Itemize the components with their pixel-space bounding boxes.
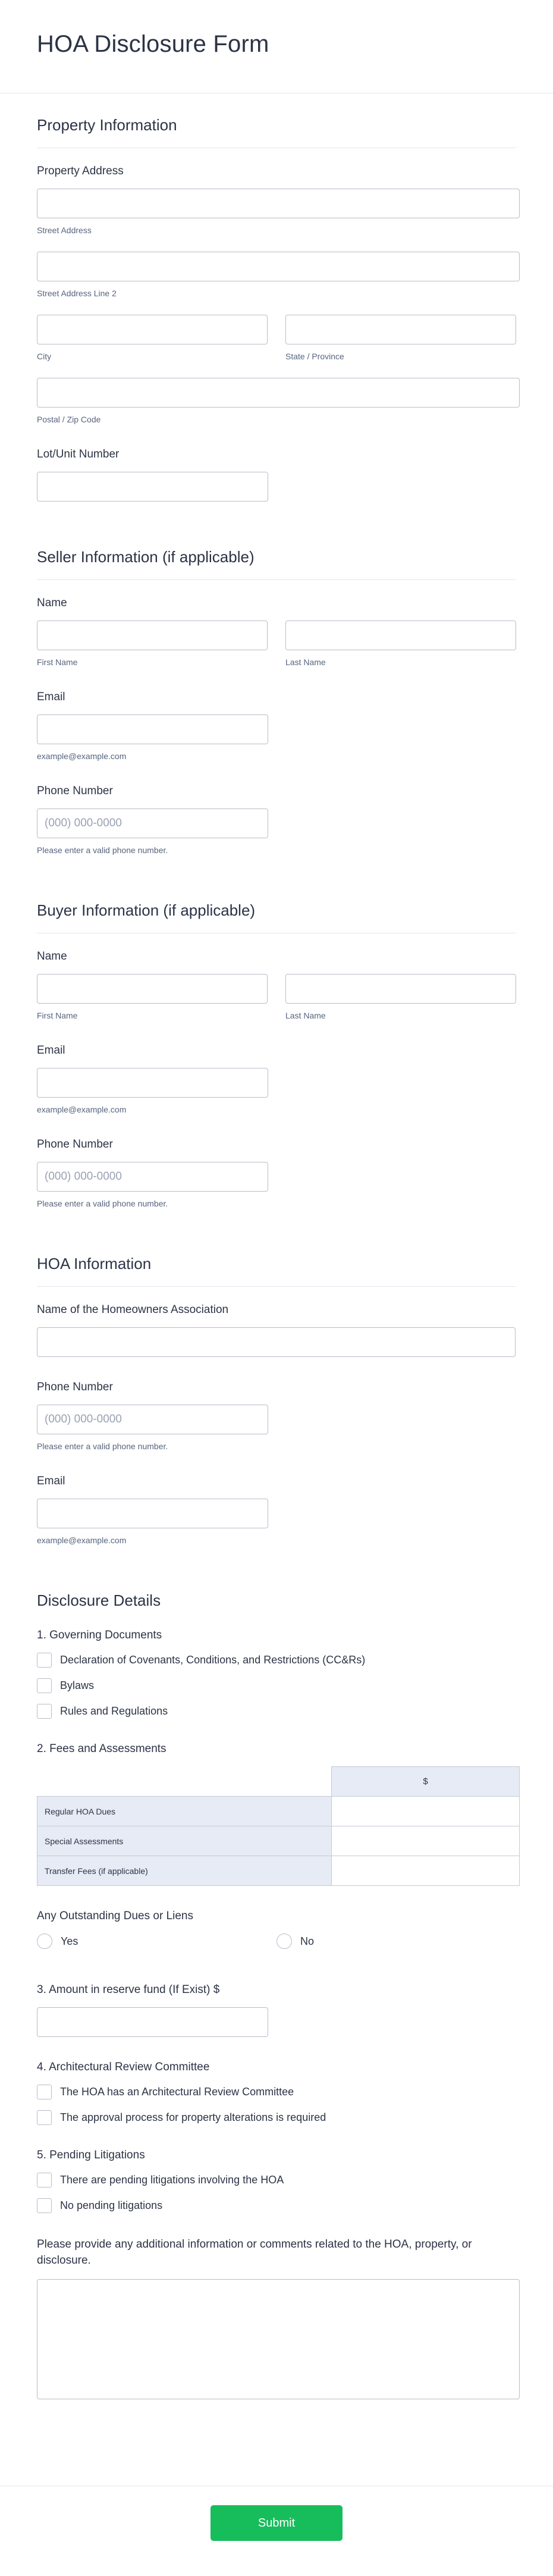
- table-cell-input[interactable]: [332, 1826, 520, 1856]
- lot-unit-label: Lot/Unit Number: [37, 448, 120, 460]
- governing-documents-label: 1. Governing Documents: [37, 1629, 162, 1641]
- checkbox-label: No pending litigations: [60, 2199, 163, 2211]
- table-row: [37, 1797, 520, 1826]
- table-row: [37, 1856, 520, 1886]
- seller-name-label: Name: [37, 597, 67, 609]
- checkbox-box[interactable]: [37, 2173, 52, 2188]
- seller-last-name-input[interactable]: [285, 621, 516, 650]
- seller-name-field: [37, 597, 516, 667]
- checkbox-box[interactable]: [37, 1653, 52, 1668]
- buyer-phone-sublabel: Please enter a valid phone number.: [37, 1199, 168, 1208]
- table-cell-input[interactable]: [332, 1797, 520, 1826]
- buyer-name-label: Name: [37, 950, 67, 963]
- checkbox-arc-exists[interactable]: [37, 2085, 516, 2099]
- buyer-phone-input[interactable]: [37, 1162, 268, 1192]
- seller-email-field: [37, 691, 516, 761]
- reserve-fund-label: 3. Amount in reserve fund (If Exist) $: [37, 1983, 220, 1996]
- lot-unit-field: [37, 448, 516, 502]
- pending-litigations-field: [37, 2149, 516, 2213]
- table-cell-input[interactable]: [332, 1856, 520, 1886]
- checkbox-label: Bylaws: [60, 1679, 95, 1691]
- buyer-first-name-sublabel: First Name: [37, 1011, 78, 1020]
- seller-phone-sublabel: Please enter a valid phone number.: [37, 845, 168, 855]
- property-address-field: [37, 165, 516, 424]
- governing-documents-field: [37, 1629, 516, 1719]
- buyer-name-field: [37, 950, 516, 1020]
- hoa-email-label: Email: [37, 1475, 65, 1487]
- section-title-property: Property Information: [37, 93, 516, 148]
- fees-assessments-field: [37, 1743, 516, 1886]
- reserve-fund-input[interactable]: [37, 2007, 268, 2037]
- seller-email-input[interactable]: [37, 714, 268, 744]
- seller-email-sublabel: example@example.com: [37, 751, 127, 761]
- hoa-phone-label: Phone Number: [37, 1381, 113, 1393]
- fees-table: [37, 1766, 520, 1886]
- seller-phone-label: Phone Number: [37, 785, 113, 797]
- radio-circle[interactable]: [37, 1933, 52, 1949]
- section-title-disclosure: Disclosure Details: [37, 1591, 161, 1609]
- property-address-label: Property Address: [37, 165, 124, 177]
- radio-yes[interactable]: [37, 1933, 276, 1949]
- radio-label: No: [300, 1935, 315, 1947]
- hoa-email-input[interactable]: [37, 1499, 268, 1528]
- reserve-fund-field: [37, 1983, 516, 2037]
- fees-assessments-label: 2. Fees and Assessments: [37, 1743, 166, 1755]
- checkbox-litigations-pending[interactable]: [37, 2173, 516, 2188]
- table-row-label: Special Assessments: [37, 1826, 332, 1856]
- form-footer: [0, 2486, 553, 2576]
- checkbox-label: Declaration of Covenants, Conditions, and Restrictions (CC&Rs): [60, 1654, 366, 1666]
- buyer-email-field: [37, 1044, 516, 1114]
- zip-code-sublabel: Postal / Zip Code: [37, 415, 101, 424]
- pending-litigations-label: 5. Pending Litigations: [37, 2149, 145, 2161]
- hoa-email-field: [37, 1475, 516, 1545]
- submit-button[interactable]: Submit: [210, 2505, 343, 2541]
- buyer-first-name-input[interactable]: [37, 974, 268, 1004]
- outstanding-dues-label: Any Outstanding Dues or Liens: [37, 1910, 193, 1922]
- street-address-sublabel: Street Address: [37, 225, 92, 235]
- hoa-name-input[interactable]: [37, 1327, 516, 1357]
- seller-phone-field: [37, 785, 516, 855]
- table-header-empty: [37, 1767, 332, 1797]
- outstanding-dues-field: [37, 1910, 516, 1960]
- state-sublabel: State / Province: [285, 352, 344, 361]
- seller-email-label: Email: [37, 691, 65, 703]
- buyer-email-input[interactable]: [37, 1068, 268, 1098]
- table-row-label: Regular HOA Dues: [37, 1797, 332, 1826]
- form-header: [0, 0, 553, 93]
- checkbox-label: The approval process for property alterations is required: [60, 2111, 326, 2123]
- radio-no[interactable]: [276, 1933, 516, 1949]
- architectural-review-field: [37, 2061, 516, 2125]
- hoa-email-sublabel: example@example.com: [37, 1535, 127, 1545]
- street-address-line2-input[interactable]: [37, 252, 520, 281]
- buyer-email-label: Email: [37, 1044, 65, 1057]
- checkbox-approval-required[interactable]: [37, 2110, 516, 2125]
- city-input[interactable]: [37, 315, 268, 344]
- seller-first-name-sublabel: First Name: [37, 657, 78, 667]
- state-input[interactable]: [285, 315, 516, 344]
- city-sublabel: City: [37, 352, 52, 361]
- seller-first-name-input[interactable]: [37, 621, 268, 650]
- table-row-label: Transfer Fees (if applicable): [37, 1856, 332, 1886]
- checkbox-ccrs[interactable]: [37, 1653, 516, 1668]
- buyer-email-sublabel: example@example.com: [37, 1105, 127, 1114]
- checkbox-box[interactable]: [37, 1704, 52, 1719]
- checkbox-no-litigations[interactable]: [37, 2198, 516, 2213]
- radio-label: Yes: [61, 1935, 78, 1947]
- section-title-seller: Seller Information (if applicable): [37, 525, 516, 580]
- zip-code-input[interactable]: [37, 378, 520, 408]
- seller-phone-input[interactable]: [37, 808, 268, 838]
- hoa-phone-input[interactable]: [37, 1405, 268, 1434]
- table-header-row: [37, 1767, 520, 1797]
- hoa-phone-sublabel: Please enter a valid phone number.: [37, 1441, 168, 1451]
- checkbox-label: There are pending litigations involving the HOA: [60, 2174, 284, 2186]
- comments-field: [37, 2237, 516, 2399]
- hoa-name-label: Name of the Homeowners Association: [37, 1303, 229, 1316]
- checkbox-rules[interactable]: [37, 1704, 516, 1719]
- checkbox-box[interactable]: [37, 1678, 52, 1693]
- buyer-phone-label: Phone Number: [37, 1138, 113, 1151]
- comments-textarea[interactable]: [37, 2279, 520, 2399]
- checkbox-box[interactable]: [37, 2110, 52, 2125]
- table-row: [37, 1826, 520, 1856]
- section-title-buyer: Buyer Information (if applicable): [37, 879, 516, 933]
- lot-unit-input[interactable]: [37, 472, 268, 502]
- section-title-hoa: HOA Information: [37, 1232, 516, 1287]
- comments-label: Please provide any additional information or comments related to the HOA, property, or disclosure.: [37, 2238, 472, 2267]
- street-address-line2-sublabel: Street Address Line 2: [37, 289, 117, 298]
- radio-circle[interactable]: [276, 1933, 292, 1949]
- architectural-review-label: 4. Architectural Review Committee: [37, 2061, 210, 2073]
- hoa-name-field: [37, 1303, 516, 1357]
- hoa-phone-field: [37, 1381, 516, 1451]
- table-header-dollar: $: [332, 1767, 520, 1797]
- buyer-last-name-sublabel: Last Name: [285, 1011, 326, 1020]
- buyer-last-name-input[interactable]: [285, 974, 516, 1004]
- checkbox-label: The HOA has an Architectural Review Committee: [60, 2086, 294, 2098]
- street-address-input[interactable]: [37, 189, 520, 218]
- seller-last-name-sublabel: Last Name: [285, 657, 326, 667]
- checkbox-box[interactable]: [37, 2198, 52, 2213]
- checkbox-label: Rules and Regulations: [60, 1705, 168, 1717]
- form-body: [0, 93, 553, 2399]
- form-title: HOA Disclosure Form: [37, 31, 269, 57]
- buyer-phone-field: [37, 1138, 516, 1208]
- checkbox-bylaws[interactable]: [37, 1678, 516, 1693]
- checkbox-box[interactable]: [37, 2085, 52, 2099]
